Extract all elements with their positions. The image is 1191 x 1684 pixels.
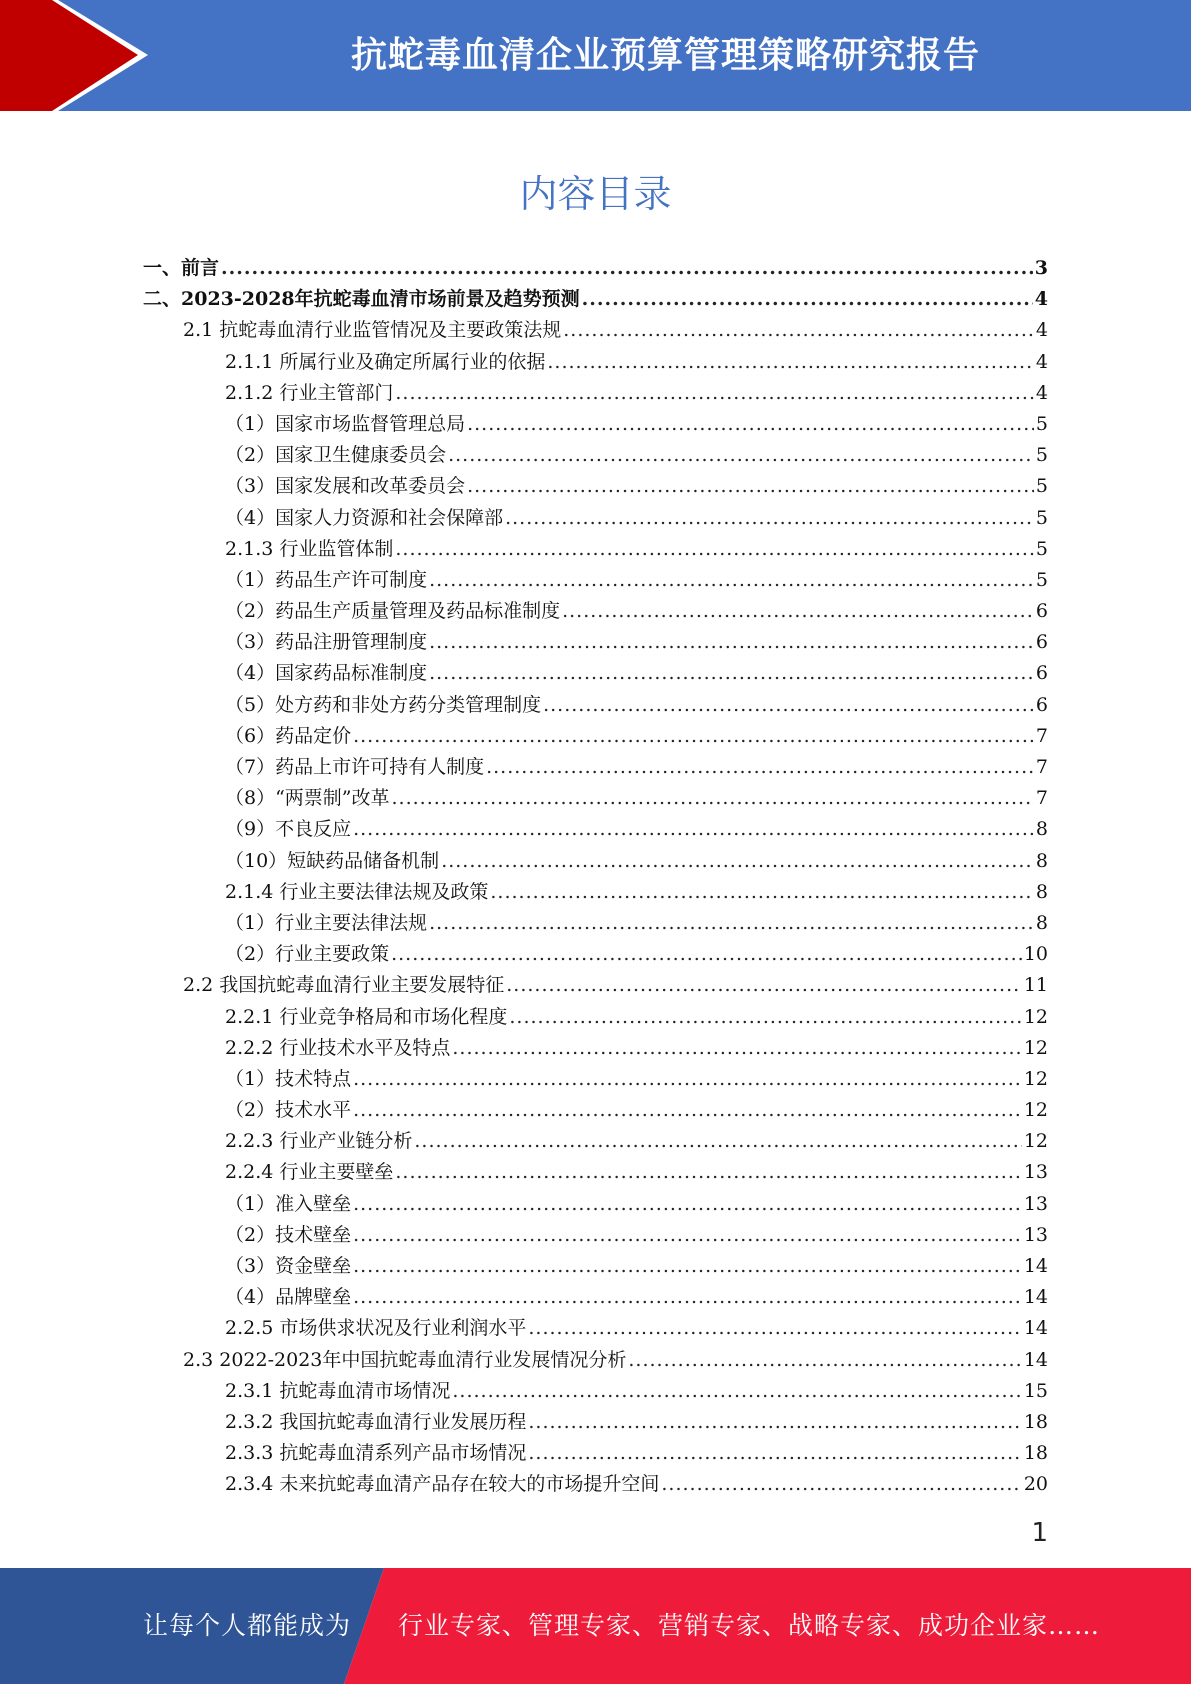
toc-entry-label: 2.2.4 行业主要壁垒 — [225, 1161, 394, 1184]
toc-dot-leader — [429, 631, 1034, 653]
toc-dot-leader — [528, 1411, 1021, 1433]
toc-entry-label: （9）不良反应 — [225, 818, 352, 841]
toc-dot-leader — [528, 1442, 1021, 1464]
toc-entry[interactable] — [143, 1095, 1048, 1126]
page-number: 1 — [1031, 1518, 1048, 1548]
toc-heading: 内容目录 — [519, 172, 672, 216]
toc-entry-page: 12 — [1023, 1067, 1048, 1090]
toc-entry-page: 3 — [1034, 257, 1048, 279]
toc-entry[interactable] — [143, 908, 1048, 939]
footer-slogan-left: 让每个人都能成为 — [143, 1611, 352, 1640]
toc-dot-leader — [429, 912, 1034, 934]
toc-entry[interactable] — [143, 1126, 1048, 1157]
toc-dot-leader — [543, 694, 1034, 716]
toc-entry-page: 14 — [1023, 1348, 1048, 1371]
toc-entry-label: 2.2.2 行业技术水平及特点 — [225, 1036, 451, 1059]
toc-entry[interactable] — [143, 1376, 1048, 1407]
toc-entry[interactable] — [143, 690, 1048, 721]
toc-entry-page: 12 — [1023, 1005, 1048, 1028]
toc-entry-label: （2）药品生产质量管理及药品标准制度 — [225, 600, 561, 623]
toc-entry-label: （1）国家市场监督管理总局 — [225, 412, 466, 435]
toc-entry-label: 2.3.1 抗蛇毒血清市场情况 — [225, 1379, 451, 1402]
toc-entry-page: 12 — [1023, 1130, 1048, 1153]
toc-entry-label: （4）国家药品标准制度 — [225, 662, 428, 685]
toc-entry-page: 4 — [1034, 288, 1048, 311]
toc-entry-label: 2.1.1 所属行业及确定所属行业的依据 — [225, 350, 546, 373]
toc-dot-leader — [509, 1006, 1021, 1028]
toc-entry-page: 6 — [1035, 631, 1048, 654]
toc-dot-leader — [429, 569, 1034, 591]
toc-entry-page: 12 — [1023, 1099, 1048, 1122]
toc-entry-page: 18 — [1023, 1410, 1048, 1433]
toc-entry-label: 二、2023-2028年抗蛇毒血清市场前景及趋势预测 — [143, 288, 580, 311]
toc-entry[interactable] — [143, 1064, 1048, 1095]
toc-entry-label: 2.3.3 抗蛇毒血清系列产品市场情况 — [225, 1442, 527, 1465]
toc-entry-label: （3）资金壁垒 — [225, 1255, 352, 1277]
toc-entry-page: 14 — [1023, 1286, 1048, 1309]
toc-entry-label: （3）药品注册管理制度 — [225, 631, 428, 654]
toc-entry-label: 2.3.4 未来抗蛇毒血清产品存在较大的市场提升空间 — [225, 1473, 660, 1496]
toc-entry-page: 13 — [1023, 1161, 1048, 1184]
toc-dot-leader — [414, 1130, 1021, 1152]
toc-entry[interactable] — [143, 409, 1048, 440]
toc-dot-leader — [486, 756, 1034, 778]
toc-entry-label: （2）行业主要政策 — [225, 943, 390, 966]
toc-dot-leader — [467, 413, 1034, 435]
toc-entry-page: 4 — [1035, 381, 1048, 404]
toc-entry[interactable] — [143, 877, 1048, 908]
toc-entry-label: （8）“两票制”改革 — [225, 787, 390, 810]
toc-dot-leader — [353, 1193, 1022, 1215]
toc-entry-label: 2.2.5 市场供求状况及行业利润水平 — [225, 1317, 527, 1340]
toc-dot-leader — [562, 600, 1034, 622]
toc-entry-label: （1）药品生产许可制度 — [225, 568, 428, 591]
header-band — [0, 0, 1191, 111]
toc-dot-leader — [395, 538, 1034, 560]
toc-entry-page: 6 — [1035, 662, 1048, 685]
toc-entry[interactable] — [143, 1407, 1048, 1438]
toc-entry-page: 5 — [1035, 537, 1048, 560]
toc-entry[interactable] — [143, 1157, 1048, 1188]
toc-entry-label: （10）短缺药品储备机制 — [225, 849, 440, 872]
toc-entry[interactable] — [143, 1251, 1048, 1282]
toc-dot-leader — [661, 1473, 1021, 1495]
toc-dot-leader — [353, 1255, 1022, 1277]
footer-slogan-right: 行业专家、管理专家、营销专家、战略专家、成功企业家…… — [398, 1611, 1101, 1640]
toc-entry-label: （4）国家人力资源和社会保障部 — [225, 506, 504, 529]
toc-entry-label: （1）技术特点 — [225, 1067, 352, 1090]
toc-entry-label: （1）准入壁垒 — [225, 1192, 352, 1215]
toc-entry[interactable] — [143, 1345, 1048, 1376]
toc-entry[interactable] — [143, 347, 1048, 378]
toc-entry-page: 13 — [1023, 1223, 1048, 1246]
toc-entry[interactable] — [143, 939, 1048, 970]
toc-dot-leader — [467, 475, 1034, 497]
toc-dot-leader — [395, 382, 1034, 404]
toc-dot-leader — [353, 1224, 1022, 1246]
toc-dot-leader — [441, 850, 1034, 872]
toc-entry-label: （1）行业主要法律法规 — [225, 911, 428, 934]
toc-entry-page: 8 — [1035, 849, 1048, 872]
toc-dot-leader — [353, 1099, 1022, 1121]
toc-entry[interactable] — [143, 378, 1048, 409]
toc-entry[interactable] — [143, 315, 1048, 346]
toc-entry-page: 5 — [1035, 475, 1048, 498]
toc-dot-leader — [353, 818, 1034, 840]
toc-entry-label: （3）国家发展和改革委员会 — [225, 475, 466, 498]
toc-entry[interactable] — [143, 1313, 1048, 1344]
toc-entry-page: 12 — [1023, 1036, 1048, 1059]
toc-dot-leader — [505, 507, 1034, 529]
toc-entry-page: 5 — [1035, 444, 1048, 467]
toc-dot-leader — [563, 319, 1034, 341]
toc-entry-label: 2.3.2 我国抗蛇毒血清行业发展历程 — [225, 1410, 527, 1433]
toc-entry-label: （2）技术水平 — [225, 1099, 352, 1122]
toc-entry[interactable] — [143, 970, 1048, 1001]
toc-entry-label: （5）处方药和非处方药分类管理制度 — [225, 693, 542, 716]
toc-entry-page: 14 — [1023, 1255, 1048, 1277]
toc-dot-leader — [547, 351, 1034, 373]
toc-entry-page: 7 — [1035, 724, 1048, 747]
toc-entry-page: 10 — [1023, 943, 1048, 966]
toc-dot-leader — [429, 662, 1034, 684]
toc-entry-page: 18 — [1023, 1442, 1048, 1465]
toc-entry-label: 2.1.3 行业监管体制 — [225, 537, 394, 560]
toc-dot-leader — [353, 725, 1034, 747]
toc-entry-page: 13 — [1023, 1192, 1048, 1215]
toc-entry-page: 8 — [1035, 911, 1048, 934]
toc-dot-leader — [490, 881, 1034, 903]
footer-band — [0, 1568, 1191, 1684]
toc-dot-leader — [448, 444, 1034, 466]
toc-entry-page: 7 — [1035, 756, 1048, 778]
toc-entry-label: （4）品牌壁垒 — [225, 1286, 352, 1309]
toc-entry-page: 20 — [1023, 1473, 1048, 1496]
toc-dot-leader — [452, 1037, 1021, 1059]
toc-dot-leader — [391, 943, 1022, 965]
toc-entry[interactable] — [143, 1033, 1048, 1064]
table-of-contents — [143, 253, 1048, 1501]
toc-entry-page: 6 — [1035, 600, 1048, 623]
toc-entry[interactable] — [143, 1220, 1048, 1251]
toc-dot-leader — [353, 1286, 1022, 1308]
toc-entry[interactable] — [143, 440, 1048, 471]
toc-entry-page: 11 — [1023, 974, 1048, 997]
toc-entry-label: 2.1.4 行业主要法律法规及政策 — [225, 880, 489, 903]
toc-entry-page: 4 — [1035, 319, 1048, 342]
toc-entry-page: 5 — [1035, 506, 1048, 529]
toc-entry-page: 5 — [1035, 568, 1048, 591]
toc-entry-page: 4 — [1035, 350, 1048, 373]
toc-entry[interactable] — [143, 783, 1048, 814]
toc-entry-label: 2.1 抗蛇毒血清行业监管情况及主要政策法规 — [183, 319, 562, 342]
toc-dot-leader — [628, 1349, 1021, 1371]
toc-dot-leader — [528, 1317, 1021, 1339]
toc-entry[interactable] — [143, 1002, 1048, 1033]
toc-entry[interactable] — [143, 814, 1048, 845]
toc-dot-leader — [392, 787, 1034, 809]
toc-entry[interactable] — [143, 658, 1048, 689]
toc-entry-page: 5 — [1035, 412, 1048, 435]
toc-entry-label: 2.2.1 行业竞争格局和市场化程度 — [225, 1005, 508, 1028]
toc-entry[interactable] — [143, 284, 1048, 315]
toc-entry[interactable] — [143, 1282, 1048, 1313]
toc-dot-leader — [582, 288, 1033, 310]
toc-entry-label: 2.1.2 行业主管部门 — [225, 381, 394, 404]
toc-entry-page: 6 — [1035, 693, 1048, 716]
toc-entry-page: 8 — [1035, 818, 1048, 841]
toc-dot-leader — [395, 1161, 1021, 1183]
toc-dot-leader — [221, 257, 1033, 279]
toc-entry-label: （2）技术壁垒 — [225, 1223, 352, 1246]
toc-entry[interactable] — [143, 846, 1048, 877]
toc-entry-label: 一、前言 — [143, 257, 220, 279]
toc-entry[interactable] — [143, 721, 1048, 752]
toc-entry-page: 15 — [1023, 1379, 1048, 1402]
toc-entry[interactable] — [143, 1189, 1048, 1220]
toc-dot-leader — [452, 1380, 1021, 1402]
toc-entry[interactable] — [143, 565, 1048, 596]
toc-entry[interactable] — [143, 627, 1048, 658]
toc-entry-page: 8 — [1035, 880, 1048, 903]
toc-entry[interactable] — [143, 1469, 1048, 1500]
report-title: 抗蛇毒血清企业预算管理策略研究报告 — [350, 35, 980, 76]
toc-entry-label: 2.2.3 行业产业链分析 — [225, 1130, 413, 1153]
toc-entry-page: 7 — [1035, 787, 1048, 810]
toc-entry[interactable] — [143, 752, 1048, 783]
toc-entry-label: 2.2 我国抗蛇毒血清行业主要发展特征 — [183, 974, 505, 997]
toc-entry[interactable] — [143, 471, 1048, 502]
toc-entry-label: 2.3 2022-2023年中国抗蛇毒血清行业发展情况分析 — [183, 1348, 627, 1371]
toc-entry-label: （2）国家卫生健康委员会 — [225, 444, 447, 467]
toc-entry-page: 14 — [1023, 1317, 1048, 1340]
toc-entry[interactable] — [143, 534, 1048, 565]
toc-entry[interactable] — [143, 503, 1048, 534]
toc-entry-label: （6）药品定价 — [225, 724, 352, 747]
toc-entry-label: （7）药品上市许可持有人制度 — [225, 756, 485, 778]
toc-entry[interactable] — [143, 1438, 1048, 1469]
toc-entry[interactable] — [143, 253, 1048, 284]
toc-dot-leader — [506, 974, 1022, 996]
toc-entry[interactable] — [143, 596, 1048, 627]
toc-dot-leader — [353, 1068, 1022, 1090]
